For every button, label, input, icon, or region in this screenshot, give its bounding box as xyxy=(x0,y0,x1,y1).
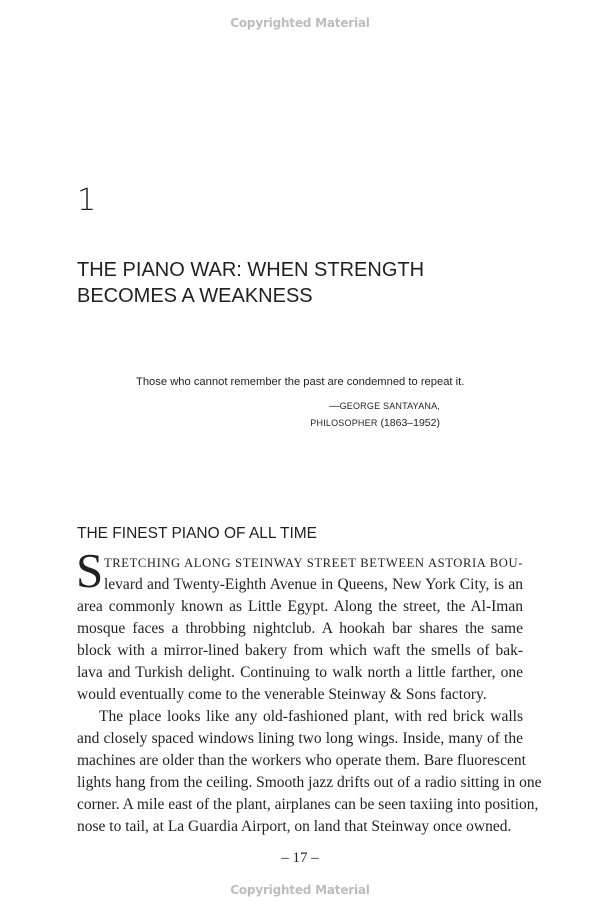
epigraph-quote: Those who cannot remember the past are condemned to repeat it. xyxy=(136,376,465,388)
paragraph-line: machines are older than the workers who operate them. Bare fluorescent xyxy=(77,752,526,769)
chapter-title-line-1: THE PIANO WAR: WHEN STRENGTH xyxy=(77,259,425,281)
copyright-watermark-bottom: Copyrighted Material xyxy=(230,883,370,897)
paragraph-line: corner. A mile east of the plant, airplanes can be seen taxiing into position, xyxy=(77,796,539,813)
paragraph-line: would eventually come to the venerable Steinway & Sons factory. xyxy=(77,686,487,703)
page-number: – 17 – xyxy=(281,850,319,866)
paragraph-line: lava and Turkish delight. Continuing to walk north a little farther, one xyxy=(77,664,523,681)
smallcaps-lead-in: TRETCHING ALONG STEINWAY STREET BETWEEN ASTORIA BOU- xyxy=(104,556,523,570)
epigraph-attribution-name xyxy=(240,400,440,412)
chapter-title xyxy=(77,257,517,309)
attribution-years: (1863–1952) xyxy=(380,417,440,429)
attribution-name: GEORGE SANTAYANA, xyxy=(339,401,440,411)
paragraph-line: and closely spaced windows lining two long wings. Inside, many of the xyxy=(77,730,523,747)
paragraph-line: levard and Twenty-Eighth Avenue in Queens, New York City, is an xyxy=(104,576,523,593)
epigraph-attribution-role xyxy=(240,417,440,429)
chapter-number: 1 xyxy=(77,183,97,218)
drop-cap: S xyxy=(76,543,104,598)
attribution-role: PHILOSOPHER xyxy=(310,418,378,428)
body-paragraph-2 xyxy=(77,706,542,838)
attribution-dash: — xyxy=(329,400,340,412)
paragraph-line: lights hang from the ceiling. Smooth jazz drifts out of a radio sitting in one xyxy=(77,774,542,791)
paragraph-line: block with a mirror-lined bakery from which waft the smells of bak- xyxy=(77,642,523,659)
paragraph-line xyxy=(77,552,523,574)
section-heading: THE FINEST PIANO OF ALL TIME xyxy=(77,525,318,542)
chapter-title-line-2: BECOMES A WEAKNESS xyxy=(77,285,313,307)
paragraph-line: area commonly known as Little Egypt. Along the street, the Al-Iman xyxy=(77,598,523,615)
copyright-watermark-top: Copyrighted Material xyxy=(230,16,370,30)
paragraph-line: mosque faces a throbbing nightclub. A hookah bar shares the same xyxy=(77,620,523,637)
paragraph-line: The place looks like any old-fashioned plant, with red brick walls xyxy=(99,708,523,725)
body-paragraph-1 xyxy=(77,552,523,706)
paragraph-line: nose to tail, at La Guardia Airport, on land that Steinway once owned. xyxy=(77,818,512,835)
